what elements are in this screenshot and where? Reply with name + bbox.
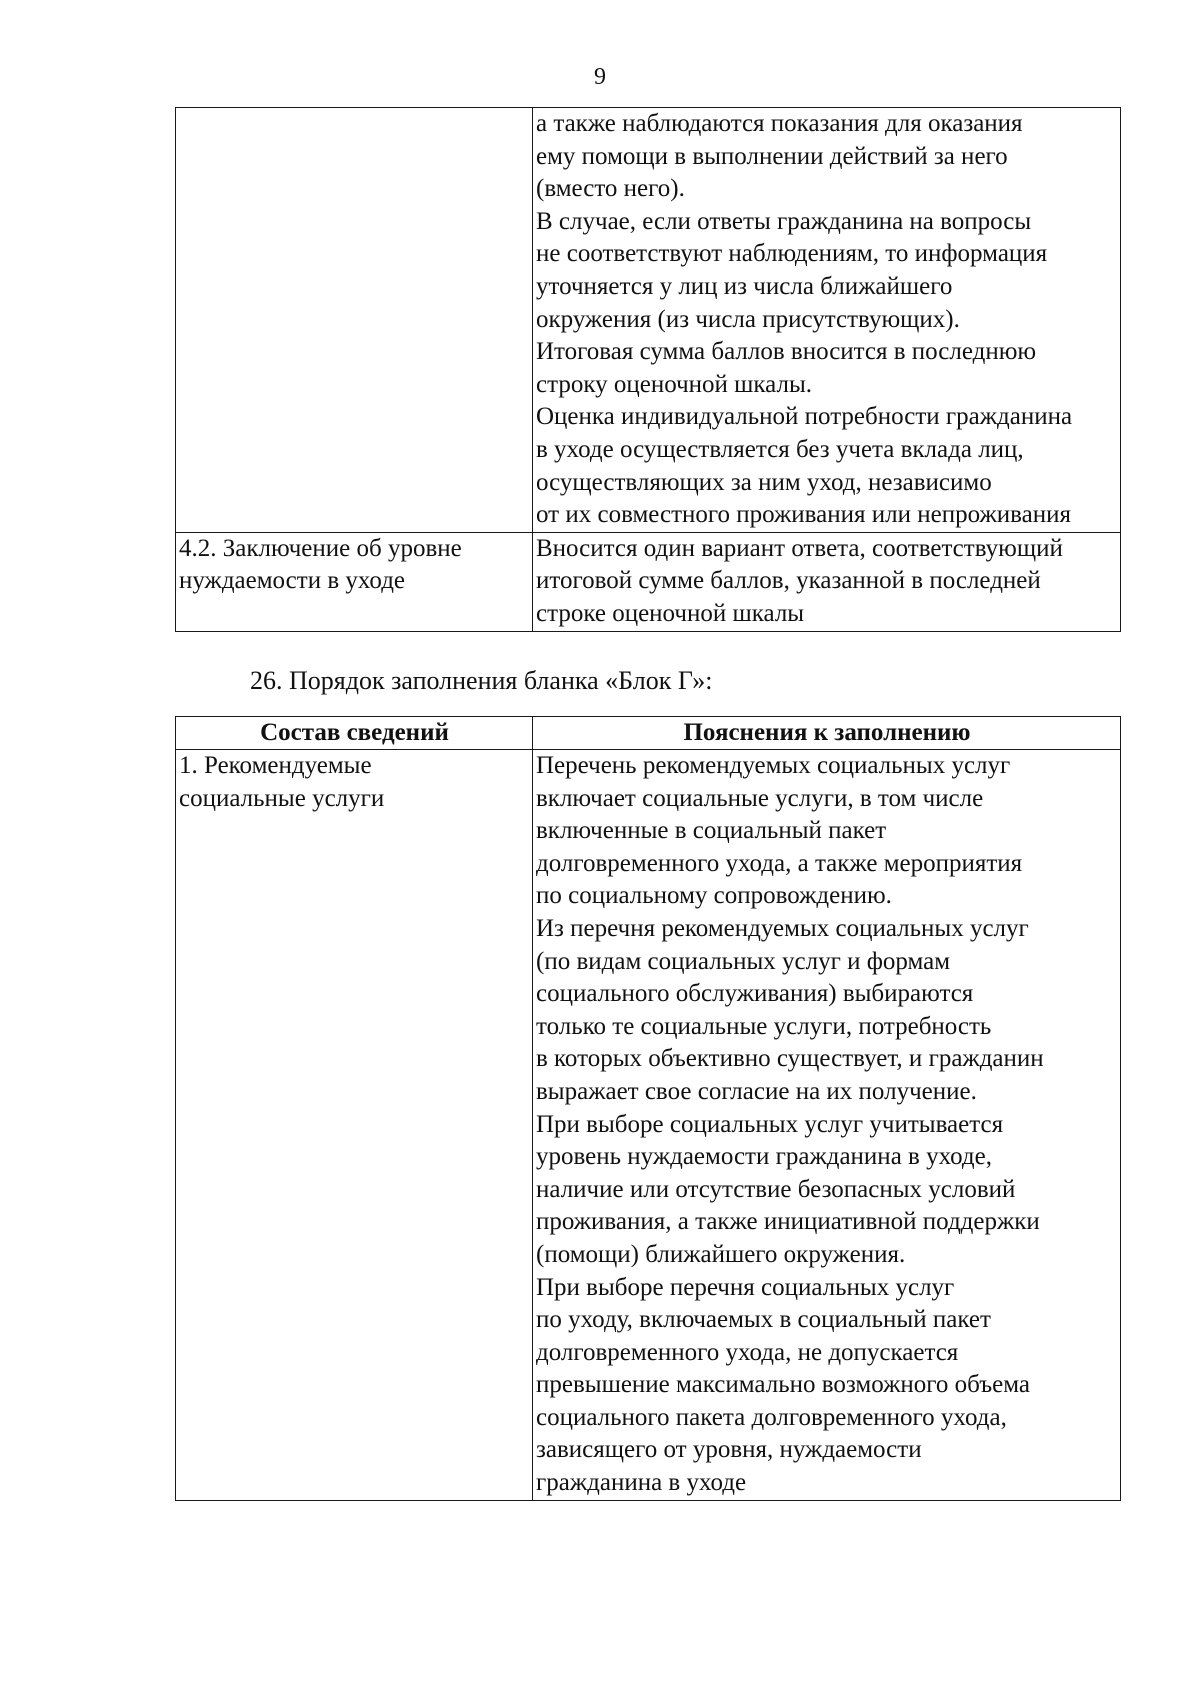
column-header-composition: Состав сведений [176,717,533,750]
cell-text-line: (помощи) ближайшего окружения. [536,1240,906,1268]
cell-text-line: Перечень рекомендуемых социальных услуг [536,752,1011,779]
section-heading: 26. Порядок заполнения бланка «Блок Г»: [250,666,713,695]
cell-explanation [533,108,1121,533]
table-row [176,532,1121,631]
cell-text-line: в которых объективно существует, и гражданин [536,1045,1044,1073]
cell-text-line: Оценка индивидуальной потребности гражданина [536,403,1073,431]
table-row [176,108,1121,533]
cell-text-line: 1. Рекомендуемые [179,752,372,779]
table-top-continuation [175,107,1121,632]
table-block-g [175,716,1121,1501]
cell-info-item [176,532,533,631]
cell-text-line: Итоговая сумма баллов вносится в последнюю [536,338,1037,366]
cell-text-line: социального обслуживания) выбираются [536,980,974,1008]
cell-info-item [176,750,533,1501]
cell-info-item [176,108,533,533]
table-header [176,717,1121,750]
cell-text-line: от их совместного проживания или непроживания [536,501,1071,529]
table-bottom-body [176,750,1121,1501]
cell-text-line: долговременного ухода, не допускается [536,1338,959,1366]
cell-text-line: социальные услуги [179,784,385,812]
cell-text-line: 4.2. Заключение об уровне [179,534,462,562]
cell-text-line: включенные в социальный пакет [536,817,887,845]
cell-text-line: не соответствуют наблюдениям, то информация [536,240,1048,268]
cell-text-line: проживания, а также инициативной поддержки [536,1208,1040,1236]
cell-text-line: Из перечня рекомендуемых социальных услуг [536,914,1029,942]
cell-text-line: осуществляющих за ним уход, независимо [536,468,992,496]
table-row [176,750,1121,1501]
cell-text-line: итоговой сумме баллов, указанной в последней [536,567,1041,595]
cell-text-line: социального пакета долговременного ухода, [536,1403,1007,1431]
cell-text-line: (по видам социальных услуг и формам [536,947,951,975]
page-number: 9 [594,64,606,90]
cell-text-line: При выборе социальных услуг учитывается [536,1110,1004,1138]
cell-text-line: строке оценочной шкалы [536,599,805,627]
cell-text-line: уровень нуждаемости гражданина в уходе, [536,1143,992,1171]
cell-text-line: уточняется у лиц из числа ближайшего [536,272,953,300]
cell-text-line: долговременного ухода, а также мероприятия [536,849,1023,877]
table-top-body [176,108,1121,632]
cell-text-line: гражданина в уходе [536,1469,747,1497]
cell-explanation [533,750,1121,1501]
cell-text-line: по уходу, включаемых в социальный пакет [536,1306,991,1334]
cell-text-line: только те социальные услуги, потребность [536,1012,992,1040]
cell-text-line: строку оценочной шкалы. [536,370,813,398]
cell-text-line: При выборе перечня социальных услуг [536,1273,955,1301]
cell-text-line: в уходе осуществляется без учета вклада лиц, [536,435,1024,463]
cell-text-line: зависящего от уровня, нуждаемости [536,1436,922,1464]
cell-explanation [533,532,1121,631]
cell-text-line: окружения (из числа присутствующих). [536,305,960,333]
cell-text-line: превышение максимально возможного объема [536,1371,1030,1399]
cell-text-line: наличие или отсутствие безопасных условий [536,1175,1016,1203]
cell-text-line: нуждаемости в уходе [179,567,406,595]
cell-text-line: (вместо него). [536,175,685,203]
cell-text-line: В случае, если ответы гражданина на вопросы [536,207,1032,235]
cell-text-line: а также наблюдаются показания для оказания [536,110,1023,137]
cell-text-line: по социальному сопровождению. [536,882,892,910]
header-row [176,717,1121,750]
cell-text-line: включает социальные услуги, в том числе [536,784,984,812]
cell-text-line: выражает свое согласие на их получение. [536,1077,977,1105]
cell-text-line: Вносится один вариант ответа, соответствующий [536,534,1063,562]
column-header-explanations: Пояснения к заполнению [533,717,1121,750]
cell-text-line: ему помощи в выполнении действий за него [536,142,1008,170]
